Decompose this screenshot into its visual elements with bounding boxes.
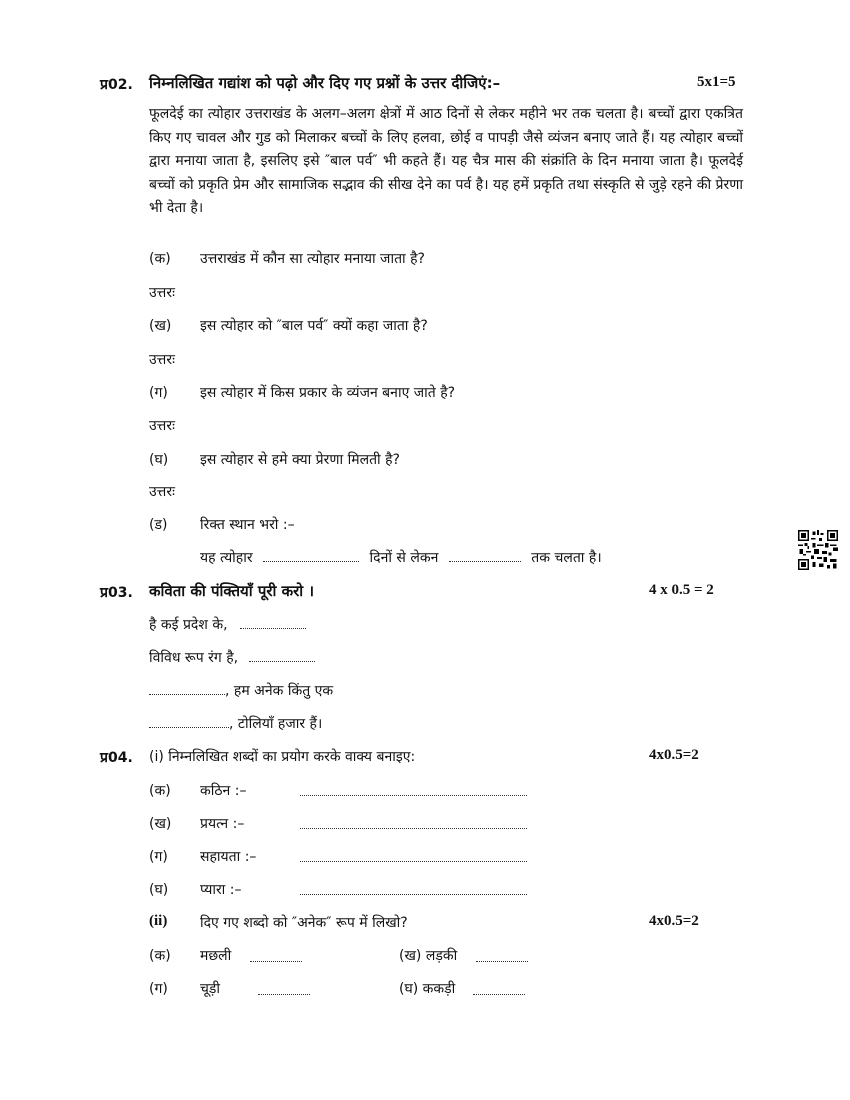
word-c-label: (ग) (149, 849, 168, 865)
q02d-label: (घ) (149, 452, 169, 468)
word-b: प्रयत्न :– (200, 816, 245, 832)
sentence-blank-a[interactable] (300, 783, 527, 796)
plural-blank-c[interactable] (258, 982, 310, 995)
sentence-blank-c[interactable] (300, 849, 527, 862)
plural-d: (घ) ककड़ी (399, 981, 456, 997)
q04-part2-heading: दिए गए शब्दो को ″अनेक″ रूप में लिखो? (200, 915, 408, 931)
fill-blank-line: यह त्योहार दिनों से लेकन तक चलता है। (200, 550, 602, 566)
q02-passage: फूलदेई का त्योहार उत्तराखंड के अलग–अलग क्षेत्रों में आठ दिनों से लेकर महीने भर तक चलता है। बच्चों द्वारा एकत्रित किए गए चावल और गुड को मिलाकर बच्चों के लिए हलवा, छोई व पापड़ी जैसे व्यंजन बनाए जाते हैं। यह त्योहार बच्चों द्वारा मनाया जाता है, इसलिए इसे ″बाल पर्व″ भी कहते हैं। यह चैत्र मास की संक्रांति के दिन मनाया जाता है। फूलदेई बच्चों को प्रकृति प्रेम और सामाजिक सद्भाव की सीख देने का पर्व है। यह हमें प्रकृति तथा संस्कृति से जुड़े रहने की प्रेरणा भी देता है। (149, 106, 743, 216)
q02e-text: रिक्त स्थान भरो :– (200, 517, 295, 533)
word-a: कठिन :– (200, 783, 247, 799)
q02c-text: इस त्योहार में किस प्रकार के व्यंजन बनाए जाते है? (200, 385, 456, 401)
poem-blank-3[interactable] (149, 682, 225, 695)
blank-2[interactable] (449, 549, 521, 562)
q04-marks1: 4x0.5=2 (649, 747, 699, 763)
q04-number: प्र04. (100, 750, 133, 766)
word-a-label: (क) (149, 783, 171, 799)
q02c-label: (ग) (149, 385, 168, 401)
q04-marks2: 4x0.5=2 (649, 913, 699, 929)
word-c: सहायता :– (200, 849, 257, 865)
sentence-blank-b[interactable] (300, 816, 527, 829)
poem-blank-1[interactable] (240, 616, 306, 629)
q04-part2-label: (ii) (149, 913, 168, 929)
poem-blank-4[interactable] (149, 715, 229, 728)
plural-blank-b[interactable] (476, 949, 528, 962)
poem-line-1: है कई प्रदेश के, (149, 615, 306, 634)
poem-line-2: विविध रूप रंग है, (149, 648, 315, 667)
plural-b: (ख) लड़की (399, 948, 458, 964)
word-b-label: (ख) (149, 816, 172, 832)
q02a-label: (क) (149, 251, 171, 267)
q03-number: प्र03. (100, 585, 133, 601)
q02-heading: निम्नलिखित गद्यांश को पढ़ो और दिए गए प्रश्नों के उत्तर दीजिएं:– (149, 74, 501, 92)
q02e-label: (ड) (149, 517, 168, 533)
q02c-answer-label: उत्तरः (149, 418, 175, 434)
plural-blank-d[interactable] (473, 982, 525, 995)
plural-a-word: मछली (200, 948, 232, 964)
q02b-text: इस त्योहार को ″बाल पर्व″ क्यों कहा जाता है? (200, 318, 428, 334)
q02d-answer-label: उत्तरः (149, 484, 175, 500)
poem-blank-2[interactable] (249, 649, 315, 662)
qr-code (798, 530, 838, 570)
q02-number: प्र02. (100, 77, 133, 93)
q02a-text: उत्तराखंड में कौन सा त्योहार मनाया जाता है? (200, 251, 425, 267)
sentence-blank-d[interactable] (300, 882, 527, 895)
plural-a-label: (क) (149, 948, 171, 964)
q02b-answer-label: उत्तरः (149, 352, 175, 368)
q03-marks: 4 x 0.5 = 2 (649, 582, 714, 598)
plural-c-label: (ग) (149, 981, 168, 997)
q02-marks: 5x1=5 (697, 74, 736, 90)
plural-c-word: चूड़ी (200, 981, 221, 997)
poem-line-4: , टोलियाँ हजार हैं। (149, 714, 322, 733)
q02b-label: (ख) (149, 318, 172, 334)
q02d-text: इस त्योहार से हमे क्या प्रेरणा मिलती है? (200, 452, 400, 468)
plural-blank-a[interactable] (250, 949, 302, 962)
poem-line-3: , हम अनेक किंतु एक (149, 681, 333, 700)
blank-1[interactable] (263, 549, 359, 562)
word-d: प्यारा :– (200, 882, 242, 898)
q04-part1-heading: (i) निम्नलिखित शब्दों का प्रयोग करके वाक्य बनाइए: (149, 749, 416, 765)
q02a-answer-label: उत्तरः (149, 285, 175, 301)
word-d-label: (घ) (149, 882, 169, 898)
q03-heading: कविता की पंक्तियाँ पूरी करो । (149, 582, 315, 600)
